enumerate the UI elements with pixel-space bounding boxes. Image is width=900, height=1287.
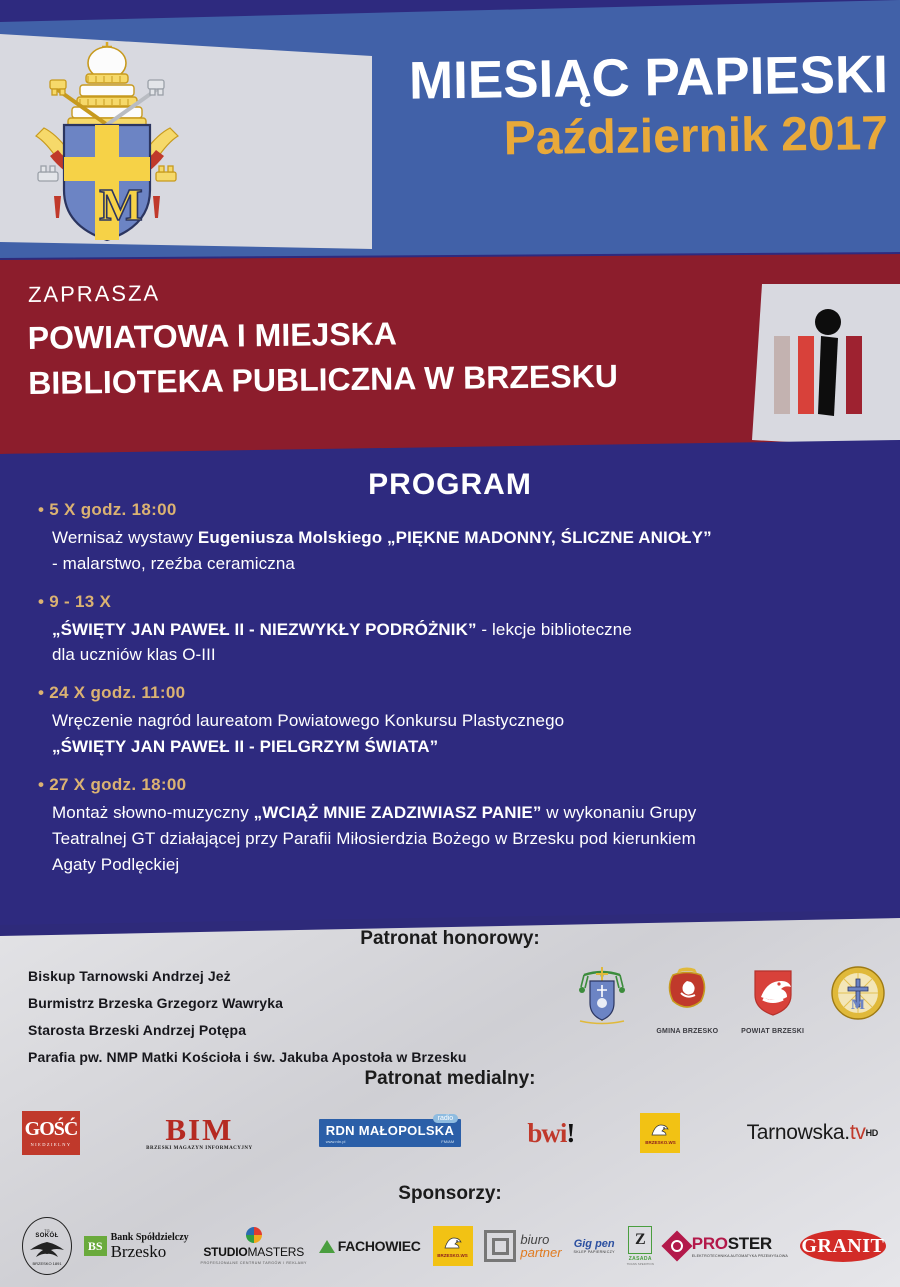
proster-sub: ELEKTROTECHNIKA AUTOMATYKA PRZEMYSŁOWA bbox=[691, 1254, 788, 1258]
papal-coat-of-arms-icon bbox=[22, 30, 192, 245]
program-heading: PROGRAM bbox=[368, 468, 532, 501]
bim-logo bbox=[146, 1111, 253, 1152]
program-text: - lekcje biblioteczne bbox=[476, 619, 632, 639]
program-item bbox=[38, 683, 874, 760]
program-item-line bbox=[52, 734, 874, 760]
program-text-emphasis: „ŚWIĘTY JAN PAWEŁ II - PIELGRZYM ŚWIATA” bbox=[52, 737, 439, 757]
gmina-brzesko-crest bbox=[655, 965, 719, 1035]
tarnowska-accent: tv bbox=[849, 1121, 866, 1144]
program-text: Agaty Podlęckiej bbox=[52, 854, 180, 874]
rdn-url: www.rdn.pl bbox=[325, 1139, 346, 1144]
program-item-line bbox=[52, 642, 874, 668]
sponsors-heading: Sponsorzy: bbox=[398, 1183, 502, 1204]
invitation-kicker: ZAPRASZA bbox=[27, 280, 161, 307]
sokol-title: SOKÓŁ bbox=[35, 1233, 59, 1239]
brzesko-ws-sponsor-caption: BRZESKO.WS bbox=[437, 1253, 468, 1258]
program-item-line bbox=[52, 617, 874, 643]
biuro-partner-square-icon bbox=[484, 1230, 516, 1262]
gosc-title: GOŚĆ bbox=[24, 1118, 78, 1140]
proster-main2: STER bbox=[727, 1234, 772, 1253]
bullet-icon: • bbox=[38, 500, 45, 519]
page-title: MIESIĄC PAPIESKI bbox=[408, 45, 889, 111]
rdn-malopolska-logo bbox=[319, 1115, 461, 1147]
honorary-patron-item: Starosta Brzeski Andrzej Potępa bbox=[28, 1022, 247, 1039]
svg-text:M: M bbox=[850, 997, 866, 1013]
biuro-partner-logo bbox=[484, 1230, 561, 1262]
brzesko-ws-media-logo bbox=[640, 1113, 680, 1153]
sm-sub: PROFESJONALNE CENTRUM TARGÓW I REKLAMY bbox=[200, 1261, 307, 1265]
zasada-title: ZASADA bbox=[628, 1256, 652, 1262]
program-item-list bbox=[38, 500, 874, 892]
program-text: Wręczenie nagród laureatom Powiatowego Konkursu Plastycznego bbox=[52, 711, 565, 731]
proster-logo bbox=[666, 1234, 788, 1258]
honorary-patron-item: Parafia pw. NMP Matki Kościoła i św. Jakuba Apostoła w Brzesku bbox=[28, 1049, 467, 1066]
bullet-icon: • bbox=[38, 591, 45, 611]
fachowiec-house-icon bbox=[319, 1240, 335, 1253]
rdn-band: FM/AM bbox=[441, 1139, 455, 1144]
invitation-text-block bbox=[28, 282, 728, 407]
granit-title: GRANIT bbox=[800, 1230, 886, 1262]
program-item-line bbox=[52, 852, 874, 878]
studiomasters-logo bbox=[201, 1227, 307, 1265]
powiat-brzeski-crest bbox=[741, 965, 805, 1035]
gmina-crest-caption: GMINA BRZESKO bbox=[656, 1028, 719, 1035]
honorary-patron-item: Biskup Tarnowski Andrzej Jeż bbox=[28, 968, 231, 984]
library-logo-panel bbox=[752, 284, 900, 448]
fachowiec-logo bbox=[319, 1238, 421, 1254]
program-text: Montaż słowno-muzyczny bbox=[52, 802, 254, 822]
tg-sokol-logo bbox=[22, 1217, 72, 1275]
program-text: Wernisaż wystawy bbox=[52, 528, 198, 547]
gosc-niedzielny-logo bbox=[22, 1111, 80, 1155]
library-name-line-2: BIBLIOTEKA PUBLICZNA W BRZESKU bbox=[28, 358, 619, 402]
rdn-title: RDN MAŁOPOLSKA bbox=[325, 1123, 455, 1138]
sokol-falcon-icon bbox=[28, 1239, 66, 1259]
fachowiec-title: FACHOWIEC bbox=[337, 1238, 421, 1254]
bp-line2: partner bbox=[520, 1245, 562, 1260]
program-item bbox=[38, 500, 874, 577]
poster-header bbox=[0, 0, 900, 258]
svg-text:M: M bbox=[99, 179, 143, 230]
brzesko-griffin-icon bbox=[649, 1121, 671, 1139]
program-item-line bbox=[52, 800, 874, 826]
program-text-emphasis: „WCIĄŻ MNIE ZADZIWIASZ PANIE” bbox=[253, 802, 542, 822]
honorary-patronage-heading: Patronat honorowy: bbox=[360, 928, 540, 949]
program-item-date-text: 9 - 13 X bbox=[49, 591, 112, 611]
program-item-line bbox=[52, 826, 874, 852]
parafia-nmp-icon bbox=[830, 965, 886, 1021]
program-text: w wykonaniu Grupy bbox=[541, 802, 697, 822]
tarnowska-title: Tarnowska. bbox=[746, 1121, 850, 1144]
bullet-icon: • bbox=[38, 774, 45, 794]
powiat-crest-caption: POWIAT BRZESKI bbox=[741, 1028, 805, 1035]
tarnowska-hd: HD bbox=[865, 1128, 878, 1138]
program-item-date bbox=[38, 775, 874, 795]
studiomasters-circle-icon bbox=[246, 1227, 262, 1243]
bp-line1: biuro bbox=[520, 1232, 550, 1247]
program-text-emphasis: „ŚWIĘTY JAN PAWEŁ II - NIEZWYKŁY PODRÓŻNIK” bbox=[52, 619, 477, 639]
program-item-date-text: 27 X godz. 18:00 bbox=[49, 774, 187, 794]
page-subtitle: Październik 2017 bbox=[503, 107, 889, 166]
parafia-nmp-crest bbox=[826, 965, 890, 1028]
honorary-patron-list bbox=[28, 963, 467, 1071]
proster-diamond-icon bbox=[661, 1230, 692, 1261]
bs-line2: Brzesko bbox=[110, 1242, 167, 1261]
program-item-date-text: 5 X godz. 18:00 bbox=[49, 500, 177, 519]
program-item bbox=[38, 592, 874, 669]
rdn-radio-badge: radio bbox=[433, 1114, 459, 1123]
program-item-date bbox=[38, 683, 874, 703]
program-item-date bbox=[38, 592, 874, 612]
media-patronage-heading: Patronat medialny: bbox=[364, 1068, 536, 1089]
bim-title: BIM bbox=[165, 1111, 234, 1147]
zasada-logo bbox=[627, 1226, 654, 1266]
bank-spoldzielczy-brzesko-logo bbox=[84, 1232, 189, 1260]
program-text: dla uczniów klas O-III bbox=[52, 645, 216, 665]
granit-logo bbox=[800, 1230, 886, 1262]
gosc-subtitle: NIEDZIELNY bbox=[30, 1142, 72, 1147]
media-logo-row bbox=[22, 1103, 878, 1163]
program-item-date-text: 24 X godz. 11:00 bbox=[49, 683, 186, 703]
bwi-title: bwi bbox=[527, 1117, 567, 1148]
proster-main: PRO bbox=[691, 1234, 728, 1253]
honorary-patron-item: Burmistrz Brzeska Grzegorz Wawryka bbox=[28, 995, 283, 1012]
program-item-line bbox=[52, 525, 874, 551]
brzesko-ws-caption: BRZESKO.WS bbox=[645, 1140, 676, 1145]
bs-line1: Bank Spółdzielczy bbox=[110, 1232, 189, 1243]
tarnowska-tv-logo bbox=[747, 1121, 878, 1145]
program-item-line bbox=[52, 551, 874, 577]
sm-main2: MASTERS bbox=[247, 1245, 305, 1259]
program-text: - malarstwo, rzeźba ceramiczna bbox=[52, 553, 295, 573]
bwi-logo: bwi ! bbox=[527, 1117, 575, 1148]
powiat-brzeski-icon bbox=[745, 965, 801, 1021]
gig-pen-logo bbox=[574, 1238, 615, 1254]
bullet-icon: • bbox=[38, 683, 45, 703]
library-name-line-1: POWIATOWA I MIEJSKA bbox=[27, 315, 398, 357]
program-item-date bbox=[38, 500, 874, 520]
library-books-person-icon bbox=[774, 306, 878, 426]
gmina-brzesko-icon bbox=[659, 965, 715, 1021]
sm-main: STUDIO bbox=[203, 1245, 248, 1259]
brzesko-griffin-icon-2 bbox=[442, 1234, 464, 1252]
zasada-sub: TRANS SPEDITION bbox=[626, 1262, 654, 1266]
gigpen-title: Gig pen bbox=[573, 1238, 615, 1250]
sokol-top: TG bbox=[44, 1228, 50, 1233]
sokol-sub: BRZESKO 1891 bbox=[32, 1261, 62, 1266]
program-text-emphasis: Eugeniusza Molskiego „PIĘKNE MADONNY, ŚLICZNE ANIOŁY” bbox=[197, 528, 712, 547]
bs-mark: BS bbox=[84, 1236, 107, 1256]
zasada-mark: Z bbox=[634, 1231, 646, 1248]
brzesko-ws-sponsor-logo bbox=[433, 1226, 473, 1266]
program-item-line bbox=[52, 708, 874, 734]
bishop-crest-icon bbox=[574, 965, 630, 1027]
header-title-block bbox=[300, 45, 889, 166]
program-text: Teatralnej GT działającej przy Parafii Miłosierdzia Bożego w Brzesku pod kierunkiem bbox=[52, 828, 696, 848]
honorary-crest-row bbox=[570, 965, 890, 1035]
sponsor-logo-row bbox=[22, 1213, 886, 1279]
bishop-tarnow-crest bbox=[570, 965, 634, 1034]
program-item bbox=[38, 775, 874, 877]
bim-subtitle: BRZESKI MAGAZYN INFORMACYJNY bbox=[146, 1146, 253, 1152]
gigpen-sub: SKLEP PAPIERNICZY bbox=[573, 1250, 615, 1254]
